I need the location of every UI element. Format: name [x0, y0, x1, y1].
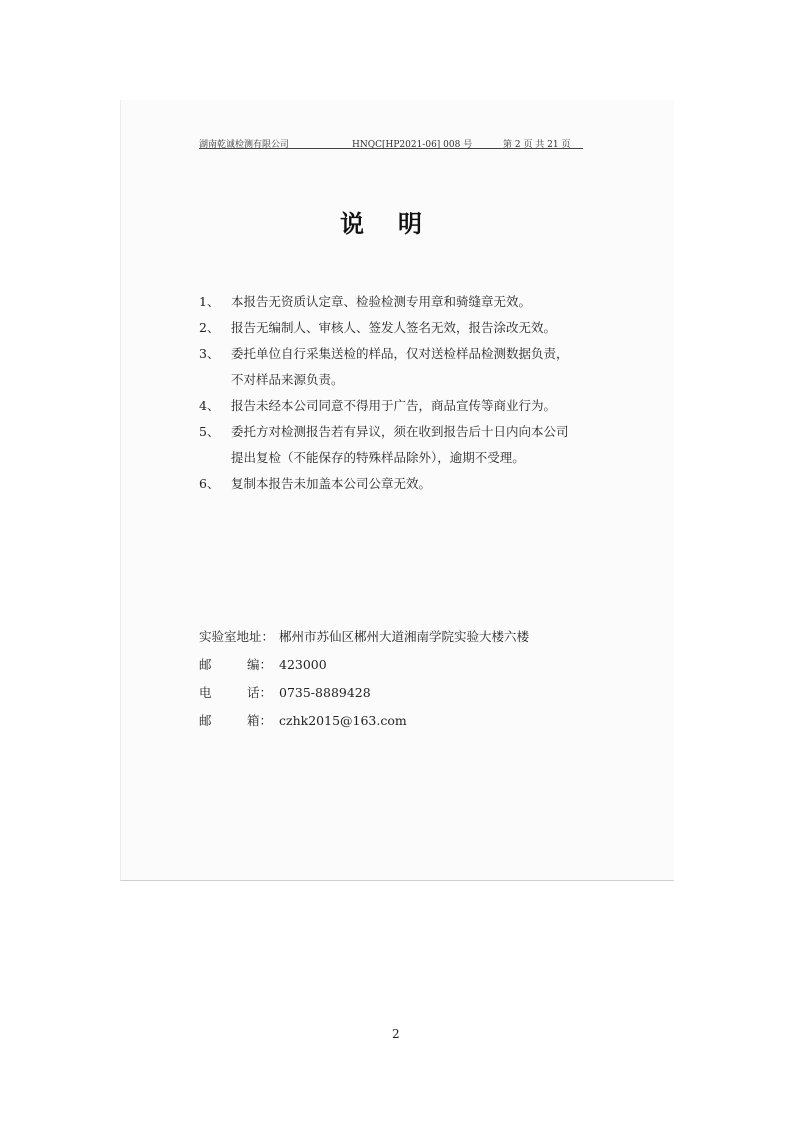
postcode-label-b: 编： [247, 657, 273, 672]
email-value: czhk2015@163.com [279, 713, 407, 728]
note-text: 复制本报告未加盖本公司公章无效。 [231, 476, 432, 491]
note-text: 提出复检（不能保存的特殊样品除外），逾期不受理。 [231, 450, 525, 465]
note-item [199, 341, 599, 393]
address-value: 郴州市苏仙区郴州大道湘南学院实验大楼六楼 [279, 629, 530, 644]
page-number: 2 [392, 1027, 400, 1041]
header-page-info: 第 2 页 共 21 页 [503, 140, 571, 150]
phone-value: 0735-8889428 [279, 685, 371, 700]
postcode-value: 423000 [279, 657, 327, 672]
note-text: 报告未经本公司同意不得用于广告，商品宣传等商业行为。 [231, 398, 557, 413]
note-item [199, 289, 599, 315]
note-item [199, 419, 599, 471]
note-text: 委托方对检测报告若有异议，须在收到报告后十日内向本公司 [231, 424, 569, 439]
note-text: 报告无编制人、审核人、签发人签名无效，报告涂改无效。 [231, 320, 557, 335]
postcode-label-a: 邮 [199, 657, 212, 672]
note-number: 1、 [199, 294, 220, 309]
phone-label-a: 电 [199, 685, 212, 700]
header-company: 湖南乾诚检测有限公司 [199, 140, 290, 150]
notes-list [199, 289, 599, 497]
note-text: 本报告无资质认定章、检验检测专用章和骑缝章无效。 [231, 294, 532, 309]
note-text: 委托单位自行采集送检的样品，仅对送检样品检测数据负责， [231, 346, 569, 361]
note-item [199, 315, 599, 341]
address-label: 实验室地址： [199, 629, 275, 644]
note-item [199, 471, 599, 497]
note-number: 6、 [199, 476, 220, 491]
page-title: 说明 [340, 209, 456, 238]
note-text: 不对样品来源负责。 [231, 372, 344, 387]
note-number: 3、 [199, 346, 220, 361]
email-label-a: 邮 [199, 713, 212, 728]
header-report-number: HNQC[HP2021-06] 008 号 [352, 140, 473, 150]
note-number: 2、 [199, 320, 220, 335]
note-item [199, 393, 599, 419]
email-label-b: 箱： [247, 713, 273, 728]
phone-label-b: 话： [247, 685, 273, 700]
note-number: 4、 [199, 398, 220, 413]
note-number: 5、 [199, 424, 220, 439]
header-rule [199, 148, 583, 149]
